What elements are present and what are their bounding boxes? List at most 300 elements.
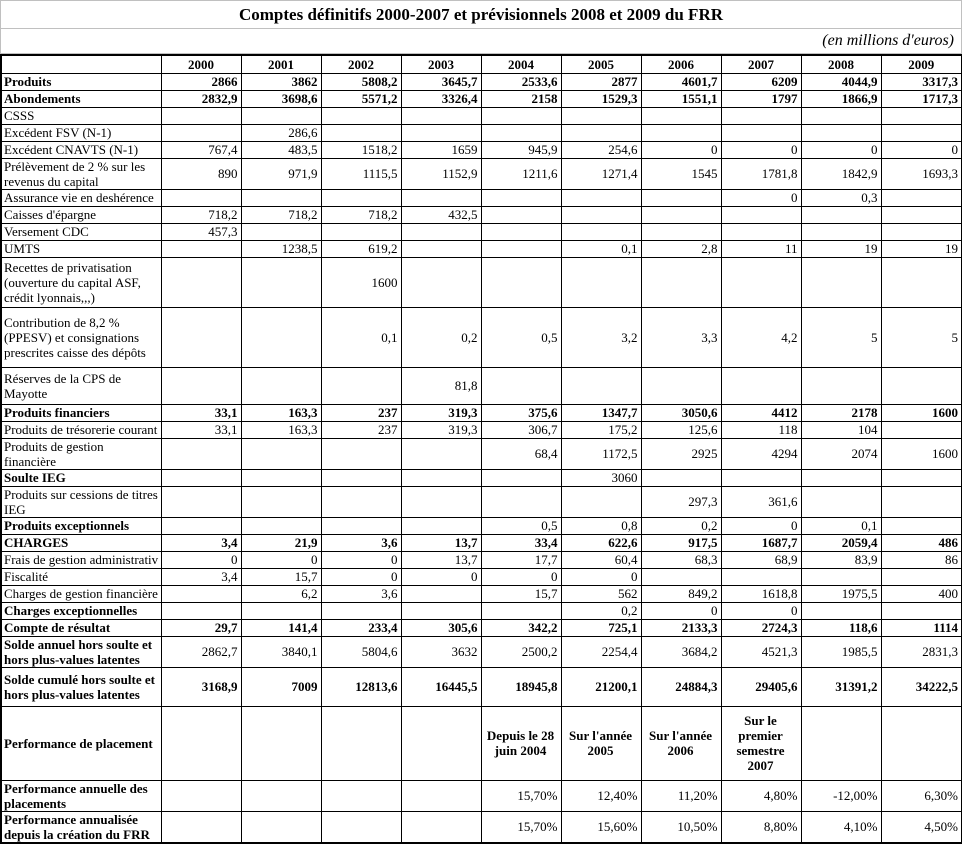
value-cell	[161, 602, 241, 619]
value-cell: 2059,4	[801, 534, 881, 551]
value-cell: 2831,3	[881, 636, 962, 667]
value-cell: 2158	[481, 90, 561, 107]
value-cell: 306,7	[481, 421, 561, 438]
value-cell: 6209	[721, 73, 801, 90]
value-cell: 718,2	[241, 206, 321, 223]
value-cell: 34222,5	[881, 667, 962, 706]
value-cell: 0	[721, 517, 801, 534]
value-cell: 29,7	[161, 619, 241, 636]
value-cell: 1529,3	[561, 90, 641, 107]
value-cell: 2862,7	[161, 636, 241, 667]
value-cell	[241, 780, 321, 811]
row-label: Produits de trésorerie courant	[1, 421, 161, 438]
value-cell	[161, 438, 241, 469]
table-row	[1, 438, 962, 469]
value-cell	[481, 223, 561, 240]
value-cell	[321, 107, 401, 124]
units-note: (en millions d'euros)	[0, 29, 962, 54]
value-cell: 1600	[881, 404, 962, 421]
value-cell	[801, 367, 881, 404]
row-label: Performance de placement	[1, 706, 161, 780]
value-cell: 945,9	[481, 141, 561, 158]
table-row	[1, 486, 962, 517]
value-cell: 3,2	[561, 307, 641, 367]
value-cell: 1271,4	[561, 158, 641, 189]
table-row	[1, 517, 962, 534]
value-cell: 33,1	[161, 404, 241, 421]
table-row	[1, 585, 962, 602]
value-cell	[481, 602, 561, 619]
value-cell: 1717,3	[881, 90, 962, 107]
value-cell	[801, 124, 881, 141]
table-row	[1, 811, 962, 843]
value-cell	[801, 223, 881, 240]
value-cell	[321, 780, 401, 811]
value-cell: 0	[881, 141, 962, 158]
value-cell: 4294	[721, 438, 801, 469]
value-cell: 361,6	[721, 486, 801, 517]
value-cell	[321, 706, 401, 780]
value-cell	[401, 257, 481, 307]
value-cell: 68,9	[721, 551, 801, 568]
table-body	[1, 73, 962, 843]
value-cell: 233,4	[321, 619, 401, 636]
table-row	[1, 568, 962, 585]
value-cell: 3698,6	[241, 90, 321, 107]
value-cell: 718,2	[321, 206, 401, 223]
value-cell: 141,4	[241, 619, 321, 636]
value-cell: 81,8	[401, 367, 481, 404]
value-cell: 849,2	[641, 585, 721, 602]
value-cell	[241, 307, 321, 367]
value-cell	[721, 206, 801, 223]
value-cell: 1347,7	[561, 404, 641, 421]
value-cell: 83,9	[801, 551, 881, 568]
value-cell	[801, 206, 881, 223]
value-cell: 0	[321, 551, 401, 568]
value-cell: 3,4	[161, 534, 241, 551]
value-cell: 1693,3	[881, 158, 962, 189]
value-cell: 2724,3	[721, 619, 801, 636]
value-cell: -12,00%	[801, 780, 881, 811]
value-cell: 0,1	[561, 240, 641, 257]
row-label: CSSS	[1, 107, 161, 124]
value-cell: 3645,7	[401, 73, 481, 90]
value-cell: 104	[801, 421, 881, 438]
value-cell: 1238,5	[241, 240, 321, 257]
table-row	[1, 534, 962, 551]
value-cell: 29405,6	[721, 667, 801, 706]
value-cell: 457,3	[161, 223, 241, 240]
value-cell	[401, 469, 481, 486]
value-cell: 3168,9	[161, 667, 241, 706]
value-cell: 6,2	[241, 585, 321, 602]
value-cell: 24884,3	[641, 667, 721, 706]
value-cell: 19	[881, 240, 962, 257]
value-cell	[801, 602, 881, 619]
value-cell	[801, 486, 881, 517]
value-cell	[401, 780, 481, 811]
value-cell: 0,1	[801, 517, 881, 534]
value-cell: 1797	[721, 90, 801, 107]
value-cell	[721, 469, 801, 486]
value-cell: 375,6	[481, 404, 561, 421]
value-cell: 0,1	[321, 307, 401, 367]
value-cell	[161, 469, 241, 486]
value-cell	[401, 223, 481, 240]
row-label: Soulte IEG	[1, 469, 161, 486]
row-label: Compte de résultat	[1, 619, 161, 636]
value-cell: Sur l'année 2005	[561, 706, 641, 780]
value-cell	[561, 124, 641, 141]
value-cell	[161, 107, 241, 124]
value-cell	[241, 257, 321, 307]
value-cell: 68,3	[641, 551, 721, 568]
value-cell: 2178	[801, 404, 881, 421]
value-cell: 0	[161, 551, 241, 568]
value-cell	[321, 486, 401, 517]
value-cell	[321, 189, 401, 206]
value-cell: 21,9	[241, 534, 321, 551]
value-cell: 0,3	[801, 189, 881, 206]
value-cell	[881, 367, 962, 404]
row-label: Charges de gestion financière	[1, 585, 161, 602]
value-cell	[641, 189, 721, 206]
value-cell	[241, 107, 321, 124]
value-cell	[161, 240, 241, 257]
row-label: Recettes de privatisation (ouverture du capital ASF, crédit lyonnais,,,)	[1, 257, 161, 307]
value-cell: 1114	[881, 619, 962, 636]
value-cell: 5	[881, 307, 962, 367]
value-cell: 0	[241, 551, 321, 568]
value-cell	[401, 486, 481, 517]
value-cell: 4601,7	[641, 73, 721, 90]
value-cell	[241, 811, 321, 843]
value-cell	[401, 602, 481, 619]
year-header: 2008	[801, 55, 881, 73]
value-cell	[561, 206, 641, 223]
value-cell: 3317,3	[881, 73, 962, 90]
year-header: 2004	[481, 55, 561, 73]
table-row	[1, 240, 962, 257]
value-cell: 13,7	[401, 534, 481, 551]
value-cell	[321, 469, 401, 486]
table-row	[1, 90, 962, 107]
value-cell	[881, 517, 962, 534]
value-cell: 0	[641, 141, 721, 158]
value-cell: 562	[561, 585, 641, 602]
value-cell: 286,6	[241, 124, 321, 141]
value-cell: 2254,4	[561, 636, 641, 667]
value-cell: 86	[881, 551, 962, 568]
value-cell	[721, 124, 801, 141]
frr-accounts-table	[0, 54, 962, 844]
year-header: 2002	[321, 55, 401, 73]
value-cell	[881, 568, 962, 585]
value-cell	[721, 367, 801, 404]
value-cell: 10,50%	[641, 811, 721, 843]
value-cell: 0	[641, 602, 721, 619]
value-cell	[801, 469, 881, 486]
value-cell: 622,6	[561, 534, 641, 551]
row-label: CHARGES	[1, 534, 161, 551]
table-row	[1, 307, 962, 367]
value-cell	[721, 107, 801, 124]
value-cell	[641, 206, 721, 223]
value-cell	[321, 124, 401, 141]
value-cell: 3050,6	[641, 404, 721, 421]
value-cell: 971,9	[241, 158, 321, 189]
value-cell: 19	[801, 240, 881, 257]
page-title: Comptes définitifs 2000-2007 et prévisionnels 2008 et 2009 du FRR	[0, 0, 962, 29]
value-cell: 3862	[241, 73, 321, 90]
value-cell: 1985,5	[801, 636, 881, 667]
value-cell: 767,4	[161, 141, 241, 158]
row-label: Versement CDC	[1, 223, 161, 240]
value-cell	[881, 706, 962, 780]
value-cell: 21200,1	[561, 667, 641, 706]
value-cell: 619,2	[321, 240, 401, 257]
value-cell	[561, 189, 641, 206]
value-cell	[641, 124, 721, 141]
value-cell: 5	[801, 307, 881, 367]
row-label: Caisses d'épargne	[1, 206, 161, 223]
value-cell: 0	[801, 141, 881, 158]
value-cell: 0	[481, 568, 561, 585]
value-cell: 5571,2	[321, 90, 401, 107]
value-cell	[481, 124, 561, 141]
value-cell: 5804,6	[321, 636, 401, 667]
value-cell: 15,7	[481, 585, 561, 602]
value-cell	[481, 486, 561, 517]
year-header: 2009	[881, 55, 962, 73]
value-cell	[401, 438, 481, 469]
value-cell: Depuis le 28 juin 2004	[481, 706, 561, 780]
table-row	[1, 404, 962, 421]
value-cell	[401, 124, 481, 141]
value-cell: 163,3	[241, 404, 321, 421]
value-cell: 0	[321, 568, 401, 585]
table-row	[1, 223, 962, 240]
value-cell	[321, 517, 401, 534]
value-cell: 125,6	[641, 421, 721, 438]
value-cell: 31391,2	[801, 667, 881, 706]
value-cell	[481, 367, 561, 404]
value-cell: 1545	[641, 158, 721, 189]
value-cell	[881, 257, 962, 307]
value-cell: 4,2	[721, 307, 801, 367]
value-cell	[241, 469, 321, 486]
row-label: Excédent FSV (N-1)	[1, 124, 161, 141]
table-row	[1, 706, 962, 780]
value-cell	[881, 602, 962, 619]
value-cell: 0	[561, 568, 641, 585]
table-row	[1, 257, 962, 307]
value-cell: 4521,3	[721, 636, 801, 667]
year-header: 2003	[401, 55, 481, 73]
row-label: Excédent CNAVTS (N-1)	[1, 141, 161, 158]
value-cell: 33,1	[161, 421, 241, 438]
value-cell: 1600	[881, 438, 962, 469]
value-cell: 432,5	[401, 206, 481, 223]
value-cell: 0,8	[561, 517, 641, 534]
value-cell	[801, 107, 881, 124]
row-label: Produits financiers	[1, 404, 161, 421]
value-cell: 16445,5	[401, 667, 481, 706]
value-cell: 12,40%	[561, 780, 641, 811]
value-cell	[641, 223, 721, 240]
value-cell	[561, 223, 641, 240]
table-row	[1, 551, 962, 568]
value-cell	[241, 486, 321, 517]
value-cell: 718,2	[161, 206, 241, 223]
value-cell: 486	[881, 534, 962, 551]
value-cell: 1687,7	[721, 534, 801, 551]
value-cell	[481, 257, 561, 307]
value-cell: 1518,2	[321, 141, 401, 158]
table-row	[1, 667, 962, 706]
table-row	[1, 107, 962, 124]
value-cell: 4412	[721, 404, 801, 421]
table-row	[1, 469, 962, 486]
value-cell	[641, 257, 721, 307]
value-cell: 4,10%	[801, 811, 881, 843]
value-cell	[321, 811, 401, 843]
value-cell: 5808,2	[321, 73, 401, 90]
value-cell: 917,5	[641, 534, 721, 551]
table-row	[1, 421, 962, 438]
value-cell	[881, 486, 962, 517]
value-cell: 15,60%	[561, 811, 641, 843]
value-cell: 2533,6	[481, 73, 561, 90]
value-cell: 2,8	[641, 240, 721, 257]
value-cell: 254,6	[561, 141, 641, 158]
value-cell: 18945,8	[481, 667, 561, 706]
row-label: Produits sur cessions de titres IEG	[1, 486, 161, 517]
row-label: Prélèvement de 2 % sur les revenus du capital	[1, 158, 161, 189]
value-cell	[481, 469, 561, 486]
value-cell	[641, 107, 721, 124]
row-label: Réserves de la CPS de Mayotte	[1, 367, 161, 404]
value-cell: 237	[321, 404, 401, 421]
row-label: Solde annuel hors soulte et hors plus-values latentes	[1, 636, 161, 667]
value-cell	[881, 223, 962, 240]
value-cell: 3060	[561, 469, 641, 486]
value-cell: 0,5	[481, 307, 561, 367]
value-cell	[721, 223, 801, 240]
value-cell: 1781,8	[721, 158, 801, 189]
value-cell: 2877	[561, 73, 641, 90]
value-cell: Sur le premier semestre 2007	[721, 706, 801, 780]
value-cell: 3,6	[321, 585, 401, 602]
table-row	[1, 141, 962, 158]
row-label: Fiscalité	[1, 568, 161, 585]
value-cell	[321, 223, 401, 240]
value-cell: 2925	[641, 438, 721, 469]
row-label-header	[1, 55, 161, 73]
value-cell: 6,30%	[881, 780, 962, 811]
value-cell: 2832,9	[161, 90, 241, 107]
value-cell	[881, 421, 962, 438]
value-cell: 3684,2	[641, 636, 721, 667]
value-cell	[561, 107, 641, 124]
value-cell	[401, 189, 481, 206]
table-row	[1, 780, 962, 811]
table-row	[1, 189, 962, 206]
value-cell: 3326,4	[401, 90, 481, 107]
value-cell: 400	[881, 585, 962, 602]
value-cell	[161, 486, 241, 517]
value-cell: 0	[401, 568, 481, 585]
row-label: Produits	[1, 73, 161, 90]
value-cell: 1172,5	[561, 438, 641, 469]
value-cell	[161, 706, 241, 780]
value-cell: 1600	[321, 257, 401, 307]
value-cell	[241, 367, 321, 404]
value-cell: 3,3	[641, 307, 721, 367]
value-cell	[401, 811, 481, 843]
year-header: 2001	[241, 55, 321, 73]
value-cell: 4,50%	[881, 811, 962, 843]
value-cell: 1618,8	[721, 585, 801, 602]
value-cell	[321, 438, 401, 469]
value-cell: 237	[321, 421, 401, 438]
value-cell	[401, 517, 481, 534]
table-row	[1, 636, 962, 667]
value-cell	[881, 189, 962, 206]
value-cell: 483,5	[241, 141, 321, 158]
value-cell: 0,2	[401, 307, 481, 367]
value-cell: 15,70%	[481, 811, 561, 843]
value-cell: 2866	[161, 73, 241, 90]
value-cell: 0	[721, 141, 801, 158]
value-cell	[401, 240, 481, 257]
value-cell: 11,20%	[641, 780, 721, 811]
value-cell: Sur l'année 2006	[641, 706, 721, 780]
value-cell	[321, 602, 401, 619]
row-label: Charges exceptionnelles	[1, 602, 161, 619]
value-cell: 17,7	[481, 551, 561, 568]
value-cell	[481, 240, 561, 257]
row-label: UMTS	[1, 240, 161, 257]
value-cell	[241, 223, 321, 240]
value-cell: 725,1	[561, 619, 641, 636]
value-cell	[641, 469, 721, 486]
value-cell: 1659	[401, 141, 481, 158]
value-cell: 297,3	[641, 486, 721, 517]
value-cell	[241, 517, 321, 534]
value-cell	[561, 486, 641, 517]
value-cell: 1842,9	[801, 158, 881, 189]
value-cell	[801, 568, 881, 585]
year-header: 2007	[721, 55, 801, 73]
table-row	[1, 124, 962, 141]
row-label: Assurance vie en deshérence	[1, 189, 161, 206]
value-cell: 0	[721, 189, 801, 206]
value-cell: 319,3	[401, 404, 481, 421]
value-cell	[241, 602, 321, 619]
value-cell	[161, 307, 241, 367]
row-label: Performance annuelle des placements	[1, 780, 161, 811]
value-cell	[481, 189, 561, 206]
table-row	[1, 367, 962, 404]
year-header: 2005	[561, 55, 641, 73]
value-cell	[721, 257, 801, 307]
value-cell: 0,2	[641, 517, 721, 534]
value-cell	[641, 367, 721, 404]
value-cell	[721, 568, 801, 585]
value-cell	[161, 585, 241, 602]
